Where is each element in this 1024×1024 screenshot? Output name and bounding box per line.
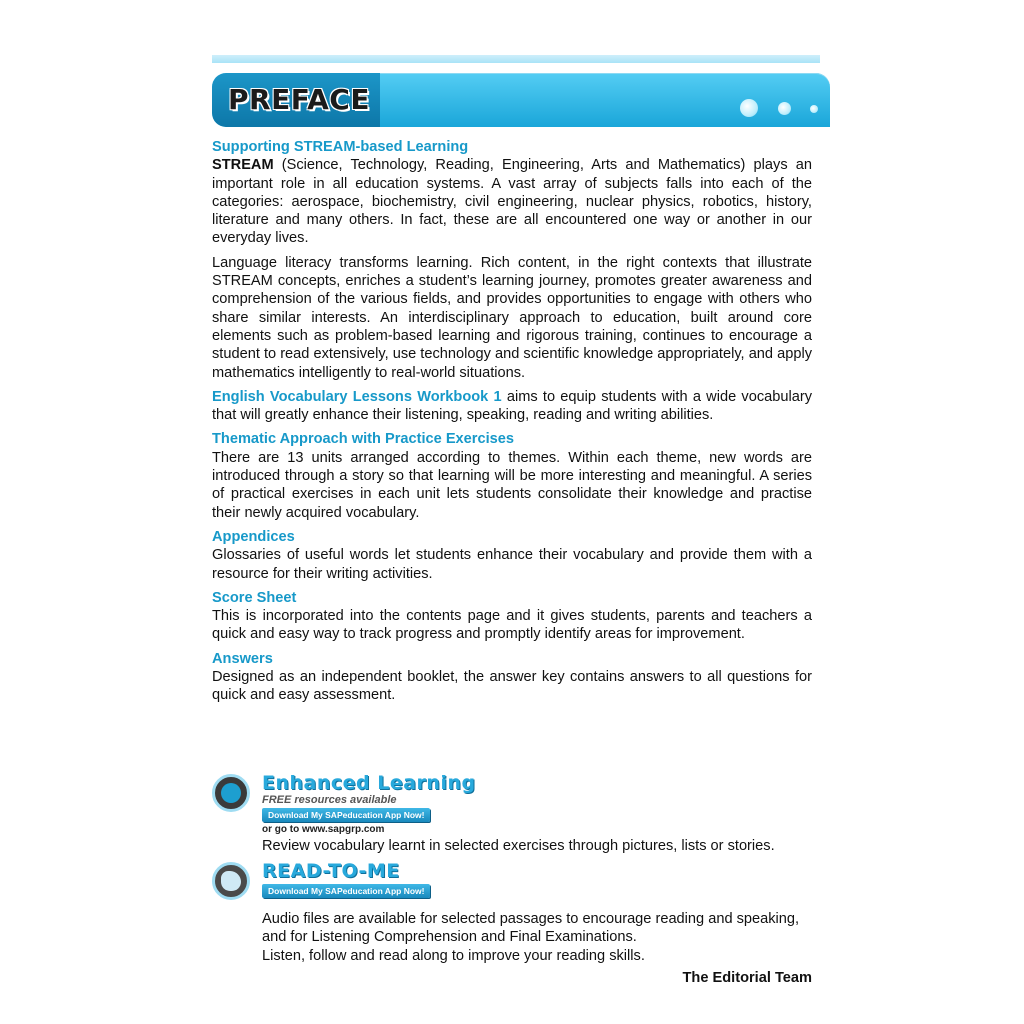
free-resources-label: FREE resources available <box>262 794 397 806</box>
paragraph-score-sheet: This is incorporated into the contents page and it gives students, parents and teachers a quick and easy way to track progress and promptly identify areas for improvement. <box>212 608 812 643</box>
book-title: English Vocabulary Lessons Workbook 1 <box>212 388 502 405</box>
preface-content <box>212 138 812 705</box>
stream-p3-text: aims to equip students with a wide vocabulary that will greatly enhance their listening, speaking, reading and writing abilities. <box>212 388 812 424</box>
paragraph-answers: Designed as an independent booklet, the answer key contains answers to all questions for quick and easy assessment. <box>212 669 812 704</box>
paragraph-stream-3 <box>212 388 812 425</box>
paragraph-thematic: There are 13 units arranged according to themes. Within each theme, new words are introduced through a story so that learning will be more interesting and meaningful. A series of practical exercises in each unit lets students consolidate their knowledge and practise their newly acquired vocabulary. <box>212 449 812 521</box>
preface-banner <box>212 73 830 127</box>
paragraph-appendices: Glossaries of useful words let students enhance their vocabulary and provide them with a resource for their writing activities. <box>212 547 812 582</box>
read-to-me-desc-1: Audio files are available for selected passages to encourage reading and speaking, and for Listening Comprehension and Final Examinations. <box>262 911 800 946</box>
heading-answers: Answers <box>212 650 273 667</box>
stream-p1-text: (Science, Technology, Reading, Engineering, Arts and Mathematics) plays an important role in all education systems. A vast array of subjects falls into each of the categories: aerospace, biochemistry, civil engineering, nuclear physics, robotics, history, literature and many others. In fact, these are all encountered one way or another in our everyday lives. <box>212 157 812 247</box>
banner-dot <box>778 102 791 115</box>
read-to-me-desc-2: Listen, follow and read along to improve your reading skills. <box>262 947 645 964</box>
goto-prefix: or go to <box>262 824 302 835</box>
enhanced-learning-description: Review vocabulary learnt in selected exercises through pictures, lists or stories. <box>262 838 775 854</box>
qr-code-icon <box>212 774 250 812</box>
heading-stream: Supporting STREAM-based Learning <box>212 139 469 155</box>
website-link[interactable] <box>262 824 384 835</box>
speaker-character-icon <box>212 862 250 900</box>
paragraph-stream-2: Language literacy transforms learning. Rich content, in the right contexts that illustrate STREAM concepts, enriches a student’s learning journey, promotes greater awareness and comprehension of the various fields, and provides opportunities to engage with others who share similar interests. An interdisciplinary approach to education, built around core elements such as problem-based learning and rigorous training, continues to encourage a student to read extensively, use technology and scientific knowledge appropriately, and apply mathematics intelligently to real-world situations. <box>212 254 812 381</box>
signature: The Editorial Team <box>682 970 812 986</box>
website-url[interactable]: www.sapgrp.com <box>302 824 385 835</box>
heading-score-sheet: Score Sheet <box>212 589 297 606</box>
stream-term: STREAM <box>212 157 274 174</box>
enhanced-learning-title: Enhanced Learning <box>262 772 476 794</box>
paragraph-stream-1 <box>212 156 812 247</box>
read-to-me-description <box>262 910 812 965</box>
download-app-badge[interactable]: Download My SAPeducation App Now! <box>262 808 430 822</box>
heading-appendices: Appendices <box>212 528 295 545</box>
heading-thematic: Thematic Approach with Practice Exercises <box>212 431 514 448</box>
banner-dot <box>740 99 758 117</box>
top-decor-line <box>212 55 820 63</box>
download-app-badge[interactable]: Download My SAPeducation App Now! <box>262 884 430 898</box>
banner-dot <box>810 105 818 113</box>
read-to-me-title: READ-TO-ME <box>262 860 400 882</box>
page-title: PREFACE <box>228 83 370 116</box>
